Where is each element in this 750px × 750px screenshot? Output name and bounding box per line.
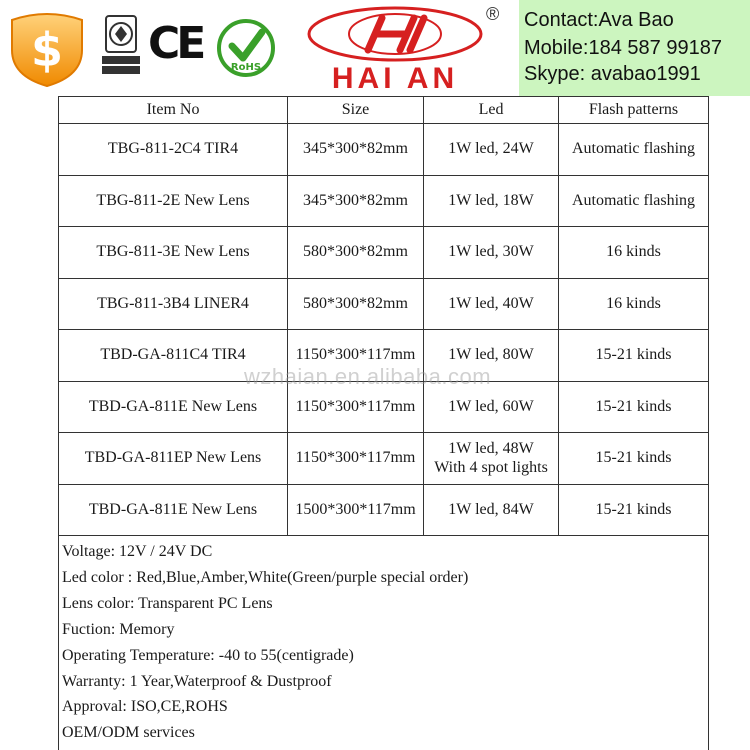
rohs-label: RoHS: [230, 62, 262, 73]
svg-text:$: $: [30, 23, 64, 77]
table-row: [59, 278, 709, 330]
cell-flash: 16 kinds: [559, 278, 709, 330]
cell-led: 1W led, 84W: [424, 484, 559, 536]
cell-led-line2: With 4 spot lights: [434, 459, 548, 477]
cell-size: 345*300*82mm: [288, 124, 424, 176]
cell-size: 1150*300*117mm: [288, 330, 424, 382]
cell-flash: 15-21 kinds: [559, 330, 709, 382]
cell-item: TBD-GA-811E New Lens: [59, 484, 288, 536]
note-warranty: Warranty: 1 Year,Waterproof & Dustproof: [62, 673, 332, 690]
cell-flash: 15-21 kinds: [559, 433, 709, 485]
table-row: [59, 227, 709, 279]
rohs-check-icon: [216, 18, 276, 78]
cell-size: 1150*300*117mm: [288, 433, 424, 485]
cell-led: 1W led, 30W: [424, 227, 559, 279]
page-header: [0, 0, 750, 96]
contact-mobile: Mobile:184 587 99187: [524, 37, 722, 59]
cell-led-line1: 1W led, 48W: [448, 440, 534, 458]
cell-item: TBD-GA-811C4 TIR4: [59, 330, 288, 382]
note-oem: OEM/ODM services: [62, 724, 195, 741]
note-lens-color: Lens color: Transparent PC Lens: [62, 595, 273, 612]
contact-name: Contact:Ava Bao: [524, 9, 674, 31]
header-flash-patterns: Flash patterns: [559, 97, 709, 124]
cell-flash: 16 kinds: [559, 227, 709, 279]
watermark: wzhaian.en.alibaba.com: [244, 364, 492, 389]
table-row: [59, 124, 709, 176]
bureau-veritas-logo: [100, 14, 142, 76]
note-function: Fuction: Memory: [62, 621, 175, 638]
cell-led: 1W led, 40W: [424, 278, 559, 330]
cell-size: 1500*300*117mm: [288, 484, 424, 536]
cell-led: 1W led, 24W: [424, 124, 559, 176]
ce-mark: CE: [148, 18, 203, 69]
brand-name: HAI AN: [331, 62, 459, 95]
cell-size: 580*300*82mm: [288, 278, 424, 330]
cell-item: TBG-811-3E New Lens: [59, 227, 288, 279]
cell-item: TBD-GA-811EP New Lens: [59, 433, 288, 485]
table-row: [59, 433, 709, 485]
cell-flash: Automatic flashing: [559, 124, 709, 176]
cell-led: 1W led, 60W: [424, 381, 559, 433]
table-row: [59, 484, 709, 536]
note-led-color: Led color : Red,Blue,Amber,White(Green/purple special order): [62, 569, 469, 586]
header-item-no: Item No: [59, 97, 288, 124]
haian-emblem-icon: [306, 6, 484, 62]
spec-notes: [58, 535, 709, 750]
cell-size: 1150*300*117mm: [288, 381, 424, 433]
header-size: Size: [288, 97, 424, 124]
cell-size: 580*300*82mm: [288, 227, 424, 279]
cell-led: 1W led, 80W: [424, 330, 559, 382]
cell-item: TBG-811-3B4 LINER4: [59, 278, 288, 330]
dollar-shield-icon: [6, 6, 88, 88]
table-header-row: [59, 97, 709, 124]
header-led: Led: [424, 97, 559, 124]
cell-item: TBD-GA-811E New Lens: [59, 381, 288, 433]
spec-table: [58, 96, 709, 536]
cell-size: 345*300*82mm: [288, 175, 424, 227]
table-row: [59, 175, 709, 227]
haian-logo: [306, 6, 518, 94]
cell-item: TBG-811-2C4 TIR4: [59, 124, 288, 176]
cell-item: TBG-811-2E New Lens: [59, 175, 288, 227]
cell-led: [424, 433, 559, 485]
registered-mark: ®: [486, 4, 500, 24]
note-voltage: Voltage: 12V / 24V DC: [62, 543, 213, 560]
contact-skype: Skype: avabao1991: [524, 63, 701, 85]
cell-flash: 15-21 kinds: [559, 484, 709, 536]
note-temperature: Operating Temperature: -40 to 55(centigrade): [62, 647, 354, 664]
cell-flash: Automatic flashing: [559, 175, 709, 227]
note-approval: Approval: ISO,CE,ROHS: [62, 698, 228, 715]
cell-flash: 15-21 kinds: [559, 381, 709, 433]
cell-led: 1W led, 18W: [424, 175, 559, 227]
